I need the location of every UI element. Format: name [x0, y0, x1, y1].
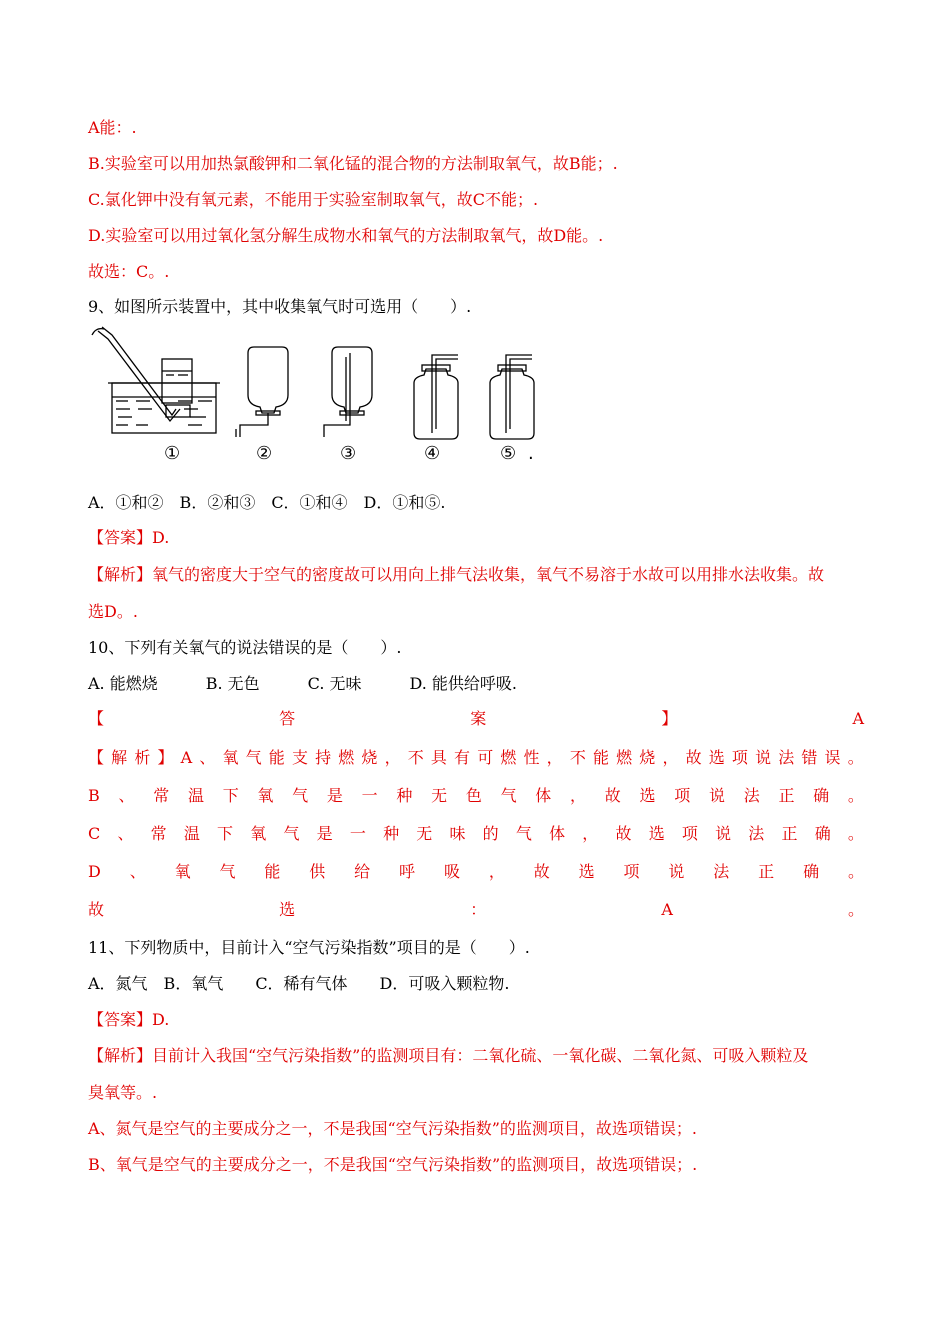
q9-question: 9、如图所示装置中，其中收集氧气时可选用（ ）.: [88, 297, 472, 316]
justified-token: A: [180, 748, 193, 767]
justified-token: 故: [533, 862, 550, 881]
q9-analysis-2: 选D。.: [88, 602, 138, 621]
apparatus-figure: [88, 325, 548, 469]
q11-line-a: A、氮气是空气的主要成分之一，不是我国“空气污染指数”的监测项目，故选项错误；.: [88, 1119, 698, 1138]
justified-token: 种: [396, 786, 413, 805]
upright-bottle-short-tube: [490, 355, 534, 439]
justified-token: 项: [681, 824, 698, 843]
q10-options: A. 能燃烧 B. 无色 C. 无味 D. 能供给呼吸.: [88, 674, 518, 693]
upright-bottle-long-tube: [414, 355, 458, 439]
q8-choice: 故选：C。.: [88, 262, 170, 281]
justified-token: A: [852, 709, 864, 728]
justified-token: 吸: [443, 862, 460, 881]
justified-token: 气: [283, 824, 300, 843]
justified-token: 正: [758, 862, 775, 881]
justified-token: ，: [582, 824, 599, 843]
q11-analysis-2: 臭氧等。.: [88, 1083, 158, 1102]
figure-trailing-mark: .: [528, 443, 534, 464]
justified-token: 持: [315, 748, 332, 767]
justified-token: 【: [88, 709, 105, 728]
q11-question: 11、下列物质中，目前计入“空气污染指数”项目的是（ ）.: [88, 938, 530, 957]
figure-label-5: ⑤: [500, 443, 517, 464]
justified-token: 。: [847, 862, 864, 881]
justified-token: 【: [88, 748, 105, 767]
justified-token: 性: [523, 748, 540, 767]
justified-token: 、: [129, 862, 146, 881]
q8-line-a: A能：.: [88, 118, 137, 137]
justified-token: 氧: [257, 786, 274, 805]
q10-analysis-b: [88, 786, 864, 806]
justified-token: ，: [570, 786, 587, 805]
q8-line-b: B.实验室可以用加热氯酸钾和二氧化锰的混合物的方法制取氧气，故B能；.: [88, 154, 618, 173]
justified-token: 燃: [616, 748, 633, 767]
justified-token: 说: [755, 748, 772, 767]
justified-token: 误: [824, 748, 841, 767]
justified-token: 】: [157, 748, 174, 767]
justified-token: 常: [150, 824, 167, 843]
justified-token: 能: [264, 862, 281, 881]
justified-token: 说: [668, 862, 685, 881]
justified-token: 一: [349, 824, 366, 843]
justified-token: 体: [535, 786, 552, 805]
justified-token: 。: [847, 786, 864, 805]
justified-token: 呼: [399, 862, 416, 881]
justified-token: 选: [708, 748, 725, 767]
justified-token: ，: [488, 862, 505, 881]
justified-token: ：: [470, 900, 487, 919]
justified-token: 确: [803, 862, 820, 881]
justified-token: 不: [407, 748, 424, 767]
justified-token: 气: [219, 862, 236, 881]
justified-token: B: [88, 786, 100, 805]
justified-token: 、: [199, 748, 216, 767]
q10-analysis-c: [88, 824, 864, 844]
justified-token: 法: [778, 748, 795, 767]
justified-token: 正: [781, 824, 798, 843]
figure-label-1: ①: [164, 443, 181, 464]
justified-token: 选: [279, 900, 296, 919]
justified-token: 色: [465, 786, 482, 805]
justified-token: 项: [623, 862, 640, 881]
justified-token: 。: [847, 824, 864, 843]
justified-token: ，: [384, 748, 401, 767]
justified-token: 气: [245, 748, 262, 767]
justified-token: 氧: [174, 862, 191, 881]
justified-token: 一: [361, 786, 378, 805]
justified-token: 】: [661, 709, 678, 728]
q10-question: 10、下列有关氧气的说法错误的是（ ）.: [88, 638, 402, 657]
justified-token: 无: [416, 824, 433, 843]
justified-token: 选: [648, 824, 665, 843]
justified-token: 燃: [500, 748, 517, 767]
justified-token: 、: [117, 824, 134, 843]
justified-token: 气: [292, 786, 309, 805]
water-trough-apparatus: [92, 327, 220, 433]
justified-token: 给: [354, 862, 371, 881]
justified-token: 法: [748, 824, 765, 843]
q11-analysis-1: 【解析】目前计入我国“空气污染指数”的监测项目有：二氧化硫、一氧化碳、二氧化氮、可吸入颗粒及: [88, 1046, 809, 1065]
justified-token: D: [88, 862, 101, 881]
justified-token: 选: [639, 786, 656, 805]
justified-token: 故: [685, 748, 702, 767]
q10-analysis-d: [88, 862, 864, 882]
justified-token: 析: [134, 748, 151, 767]
q10-choice: [88, 900, 864, 920]
apparatus-diagram: [88, 325, 548, 465]
justified-token: 。: [847, 748, 864, 767]
q11-answer: 【答案】D.: [88, 1010, 170, 1029]
figure-label-2: ②: [256, 443, 273, 464]
q9-options: A．①和② B．②和③ C．①和④ D．①和⑤.: [88, 493, 446, 512]
justified-token: ，: [662, 748, 679, 767]
justified-token: 说: [708, 786, 725, 805]
justified-token: 气: [515, 824, 532, 843]
justified-token: 正: [778, 786, 795, 805]
justified-token: ，: [546, 748, 563, 767]
justified-token: 解: [111, 748, 128, 767]
justified-token: 味: [449, 824, 466, 843]
justified-token: 的: [482, 824, 499, 843]
q10-answer: [88, 709, 864, 729]
justified-token: 是: [326, 786, 343, 805]
justified-token: 有: [454, 748, 471, 767]
justified-token: 确: [813, 786, 830, 805]
q11-options: A．氮气 B．氧气 C．稀有气体 D．可吸入颗粒物.: [88, 974, 510, 993]
justified-token: 法: [713, 862, 730, 881]
justified-token: 法: [743, 786, 760, 805]
q9-answer: 【答案】D.: [88, 528, 170, 547]
justified-token: 具: [430, 748, 447, 767]
figure-label-3: ③: [340, 443, 357, 464]
justified-token: 、: [118, 786, 135, 805]
justified-token: 温: [187, 786, 204, 805]
q8-line-c: C.氯化钾中没有氧元素，不能用于实验室制取氧气，故C不能；.: [88, 190, 539, 209]
justified-token: 氧: [250, 824, 267, 843]
figure-label-4: ④: [424, 443, 441, 464]
justified-token: 气: [500, 786, 517, 805]
inverted-bottle-long-tube: [324, 347, 372, 437]
justified-token: 能: [592, 748, 609, 767]
justified-token: A: [661, 900, 673, 919]
justified-token: 无: [431, 786, 448, 805]
justified-token: 项: [731, 748, 748, 767]
justified-token: 项: [674, 786, 691, 805]
justified-token: 答: [279, 709, 296, 728]
justified-token: 氧: [222, 748, 239, 767]
justified-token: 下: [222, 786, 239, 805]
justified-token: C: [88, 824, 101, 843]
justified-token: 可: [477, 748, 494, 767]
justified-token: 烧: [639, 748, 656, 767]
justified-token: 不: [569, 748, 586, 767]
justified-token: 故: [615, 824, 632, 843]
justified-token: 烧: [361, 748, 378, 767]
justified-token: 案: [470, 709, 487, 728]
justified-token: 温: [183, 824, 200, 843]
justified-token: 下: [217, 824, 234, 843]
justified-token: 支: [291, 748, 308, 767]
justified-token: 确: [814, 824, 831, 843]
justified-token: 能: [268, 748, 285, 767]
justified-token: 体: [549, 824, 566, 843]
justified-token: 说: [715, 824, 732, 843]
q10-analysis-a: [88, 748, 864, 768]
justified-token: 。: [847, 900, 864, 919]
justified-token: 故: [88, 900, 105, 919]
inverted-bottle-short-tube: [236, 347, 288, 437]
justified-token: 选: [578, 862, 595, 881]
justified-token: 常: [153, 786, 170, 805]
q11-line-b: B、氧气是空气的主要成分之一，不是我国“空气污染指数”的监测项目，故选项错误；.: [88, 1155, 698, 1174]
justified-token: 错: [801, 748, 818, 767]
justified-token: 是: [316, 824, 333, 843]
justified-token: 燃: [338, 748, 355, 767]
justified-token: 种: [383, 824, 400, 843]
justified-token: 故: [604, 786, 621, 805]
q9-analysis-1: 【解析】氧气的密度大于空气的密度故可以用向上排气法收集，氧气不易溶于水故可以用排水法收集。故: [88, 565, 825, 584]
q8-line-d: D.实验室可以用过氧化氢分解生成物水和氧气的方法制取氧气，故D能。.: [88, 226, 604, 245]
justified-token: 供: [309, 862, 326, 881]
